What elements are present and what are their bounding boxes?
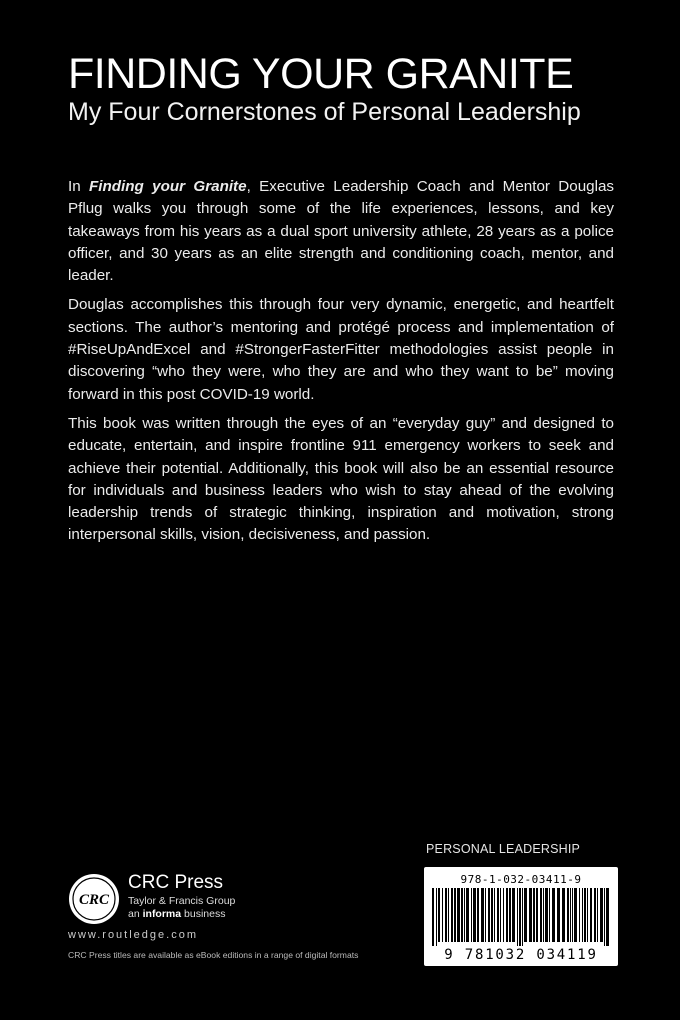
- barcode-bar: [506, 888, 508, 942]
- informa-suffix: business: [181, 908, 226, 921]
- barcode-bar: [579, 888, 580, 942]
- barcode-bar: [524, 888, 527, 942]
- barcode-bar: [442, 888, 443, 942]
- description-paragraph-3: This book was written through the eyes of an “everyday guy” and designed to educate, entertain, and inspire frontline 911 emergency workers to seek and achieve their potential. Additionally, this book will also be an essential resource for individuals and business leaders who wish to stay ahead of the evolving leadership trends of strategic thinking, inspiration and motivation, strong interpersonal skills, vision, decisiveness, and passion.: [68, 414, 614, 544]
- publisher-block: [128, 873, 235, 921]
- barcode-bar: [570, 888, 571, 942]
- publisher-group: Taylor & Francis Group: [128, 894, 236, 907]
- barcode-bar: [529, 888, 532, 942]
- barcode-bar: [471, 888, 472, 942]
- barcode-bar: [597, 888, 598, 942]
- isbn-label: 978-1-032-03411-9: [460, 873, 582, 886]
- barcode-bar: [533, 888, 535, 942]
- barcode-bar: [432, 888, 434, 946]
- ebook-note: CRC Press titles are available as eBook editions in a range of digital formats: [68, 950, 359, 960]
- barcode-bar: [464, 888, 465, 942]
- barcode-bar: [436, 888, 437, 946]
- barcode-bar: [485, 888, 486, 942]
- crc-logo-icon: [68, 873, 120, 925]
- barcode-bar: [594, 888, 596, 942]
- barcode-bar: [549, 888, 550, 942]
- barcode-bar: [500, 888, 501, 942]
- barcode-bar: [466, 888, 469, 942]
- isbn-barcode: [424, 867, 618, 966]
- barcode-bar: [545, 888, 548, 942]
- barcode-bar: [451, 888, 453, 942]
- ean-digits: 9 781032 034119: [444, 947, 598, 963]
- barcode-bar: [438, 888, 440, 942]
- barcode-bar: [587, 888, 588, 942]
- barcode-bar: [540, 888, 542, 942]
- barcode-bar: [522, 888, 523, 946]
- barcode-bar: [519, 888, 521, 946]
- description-paragraph-1: [68, 176, 614, 287]
- barcode-bar: [562, 888, 565, 942]
- publisher-website: www.routledge.com: [68, 929, 198, 941]
- publisher-name: CRC Press: [128, 872, 224, 893]
- barcode-bar: [567, 888, 569, 942]
- barcode-bar: [488, 888, 490, 942]
- barcode-bar: [536, 888, 538, 942]
- barcode-bar: [494, 888, 495, 942]
- barcode-bar: [574, 888, 577, 942]
- logo-text: CRC: [78, 892, 110, 908]
- barcode-bar: [503, 888, 504, 942]
- paragraph-rest: , Executive Leadership Coach and Mentor Douglas Pflug walks you through some of the life experiences, lessons, and key takeaways from his years as a dual sport university athlete, 28 years as a police officer, and 30 years as an elite strength and conditioning coach, mentor, and leader.: [68, 178, 614, 285]
- barcode-bar: [448, 888, 449, 942]
- barcode-bar: [572, 888, 573, 942]
- barcode-bar: [543, 888, 544, 942]
- description-paragraph-2: Douglas accomplishes this through four very dynamic, energetic, and heartfelt sections. The author’s mentoring and protégé process and implementation of #RiseUpAndExcel and #StrongerFasterFitter methodologies assist people in discovering “who they were, who they are and who they want to be” moving forward in this post COVID-19 world.: [68, 296, 614, 403]
- book-subtitle: My Four Cornerstones of Personal Leadership: [68, 98, 581, 126]
- barcode-bar: [473, 888, 476, 942]
- barcode-bar: [552, 888, 555, 942]
- barcode-bars: [432, 888, 610, 946]
- barcode-bar: [481, 888, 484, 942]
- paragraph-lead: In: [68, 178, 89, 195]
- barcode-bar: [461, 888, 463, 942]
- informa-prefix: an: [128, 908, 143, 921]
- book-description: [68, 176, 614, 554]
- barcode-bar: [606, 888, 609, 946]
- book-title: FINDING YOUR GRANITE: [68, 50, 574, 98]
- informa-line: [128, 909, 235, 921]
- barcode-bar: [454, 888, 456, 942]
- barcode-bar: [477, 888, 479, 942]
- barcode-bar: [604, 888, 605, 946]
- barcode-bar: [584, 888, 586, 942]
- barcode-bar: [590, 888, 592, 942]
- book-title-inline: Finding your Granite: [89, 178, 247, 195]
- barcode-bar: [497, 888, 499, 942]
- informa-brand: informa: [142, 908, 182, 921]
- barcode-bar: [582, 888, 583, 942]
- barcode-bar: [509, 888, 511, 942]
- barcode-bar: [600, 888, 603, 942]
- subject-category: PERSONAL LEADERSHIP: [426, 842, 581, 856]
- barcode-bar: [491, 888, 493, 942]
- barcode-bar: [557, 888, 560, 942]
- barcode-bar: [517, 888, 518, 946]
- barcode-bar: [512, 888, 515, 942]
- barcode-bar: [457, 888, 460, 942]
- barcode-bar: [445, 888, 447, 942]
